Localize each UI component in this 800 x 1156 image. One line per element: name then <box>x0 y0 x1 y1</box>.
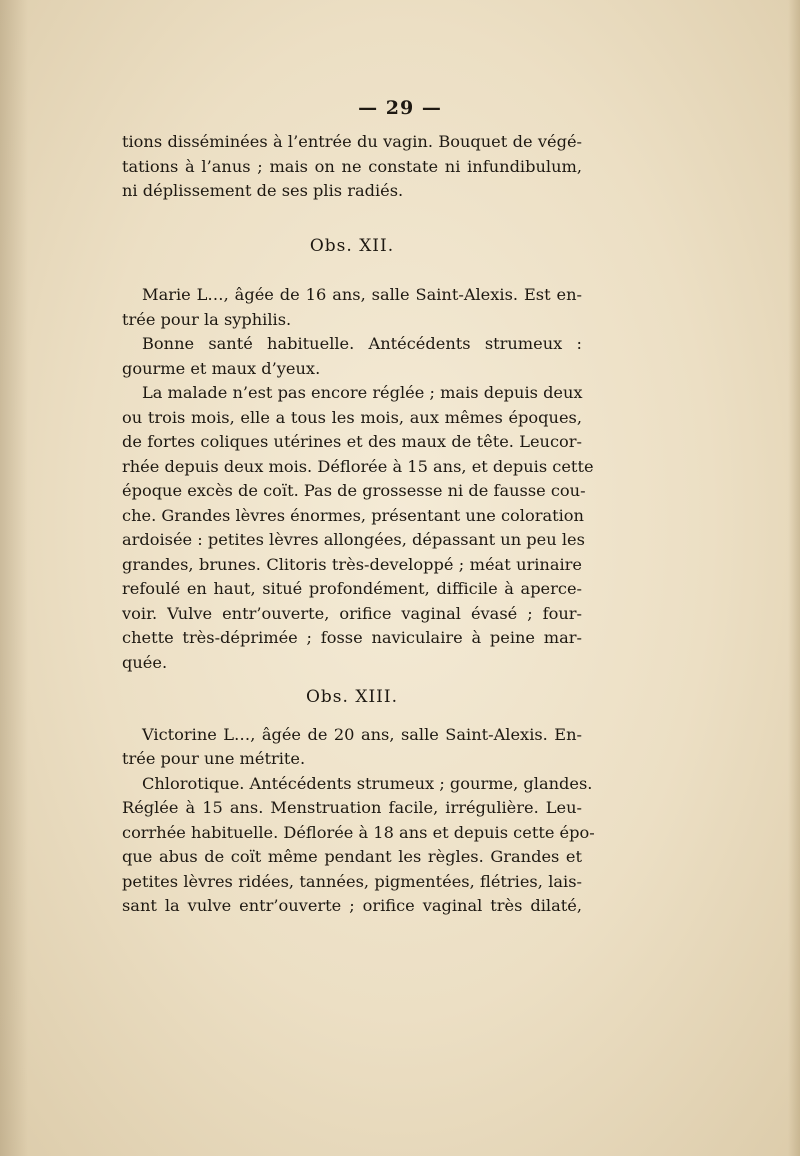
obs-xiii-intro <box>122 723 582 772</box>
obs-xiii-examination <box>122 772 595 919</box>
section-heading-obs-xiii: Obs. XIII. <box>305 687 398 707</box>
text-line: Bonne santé habituelle. Antécédents strumeux : <box>142 334 582 353</box>
obs-xii-intro <box>122 283 582 332</box>
text-line: époque excès de coït. Pas de grossesse ni de fausse cou- <box>122 481 586 500</box>
obs-xii-history <box>122 332 582 381</box>
section-heading-obs-xii: Obs. XII. <box>309 235 395 256</box>
text-line: gourme et maux d’yeux. <box>122 358 321 378</box>
page-number: — 29 — <box>358 97 442 119</box>
text-line: tations à l’anus ; mais on ne constate ni infundibulum, <box>122 156 582 176</box>
text-line: che. Grandes lèvres énormes, présentant une coloration <box>122 505 584 525</box>
text-line: Marie L…, âgée de 16 ans, salle Saint-Alexis. Est en- <box>142 285 582 304</box>
obs-xii-examination <box>122 381 594 675</box>
text-line: petites lèvres ridées, tannées, pigmentées, flétries, lais- <box>122 871 582 891</box>
text-line: voir. Vulve entr’ouverte, orifice vaginal évasé ; four- <box>122 603 582 623</box>
text-line: trée pour une métrite. <box>122 749 306 768</box>
text-line: ni déplissement de ses plis radiés. <box>122 181 404 200</box>
text-line: ou trois mois, elle a tous les mois, aux mêmes époques, <box>122 407 582 427</box>
page-body <box>122 130 595 919</box>
text-line: Réglée à 15 ans. Menstruation facile, irrégulière. Leu- <box>122 798 582 817</box>
text-line: de fortes coliques utérines et des maux de tête. Leucor- <box>122 432 582 451</box>
page-gutter-shadow <box>0 0 28 1156</box>
text-line: que abus de coït même pendant les règles. Grandes et <box>122 847 582 866</box>
text-line: Chlorotique. Antécédents strumeux ; gourme, glandes. <box>142 773 593 793</box>
paragraph-continuation <box>122 130 582 204</box>
text-line: sant la vulve entr’ouverte ; orifice vaginal très dilaté, <box>122 896 582 915</box>
text-line: grandes, brunes. Clitoris très-developpé ; méat urinaire <box>122 554 582 574</box>
text-line: La malade n’est pas encore réglée ; mais depuis deux <box>142 383 583 402</box>
page-edge <box>788 0 800 1156</box>
text-line: refoulé en haut, situé profondément, difficile à aperce- <box>122 579 582 598</box>
text-line: Victorine L…, âgée de 20 ans, salle Saint-Alexis. En- <box>142 724 582 744</box>
text-line: corrhée habituelle. Déflorée à 18 ans et depuis cette épo- <box>122 822 595 842</box>
text-line: tions disséminées à l’entrée du vagin. Bouquet de végé- <box>122 132 582 151</box>
text-line: ardoisée : petites lèvres allongées, dépassant un peu les <box>122 530 585 549</box>
text-line: trée pour la syphilis. <box>122 309 292 329</box>
text-line: quée. <box>122 652 168 672</box>
text-line: chette très-déprimée ; fosse naviculaire à peine mar- <box>122 628 582 647</box>
text-line: rhée depuis deux mois. Déflorée à 15 ans, et depuis cette <box>122 456 594 476</box>
